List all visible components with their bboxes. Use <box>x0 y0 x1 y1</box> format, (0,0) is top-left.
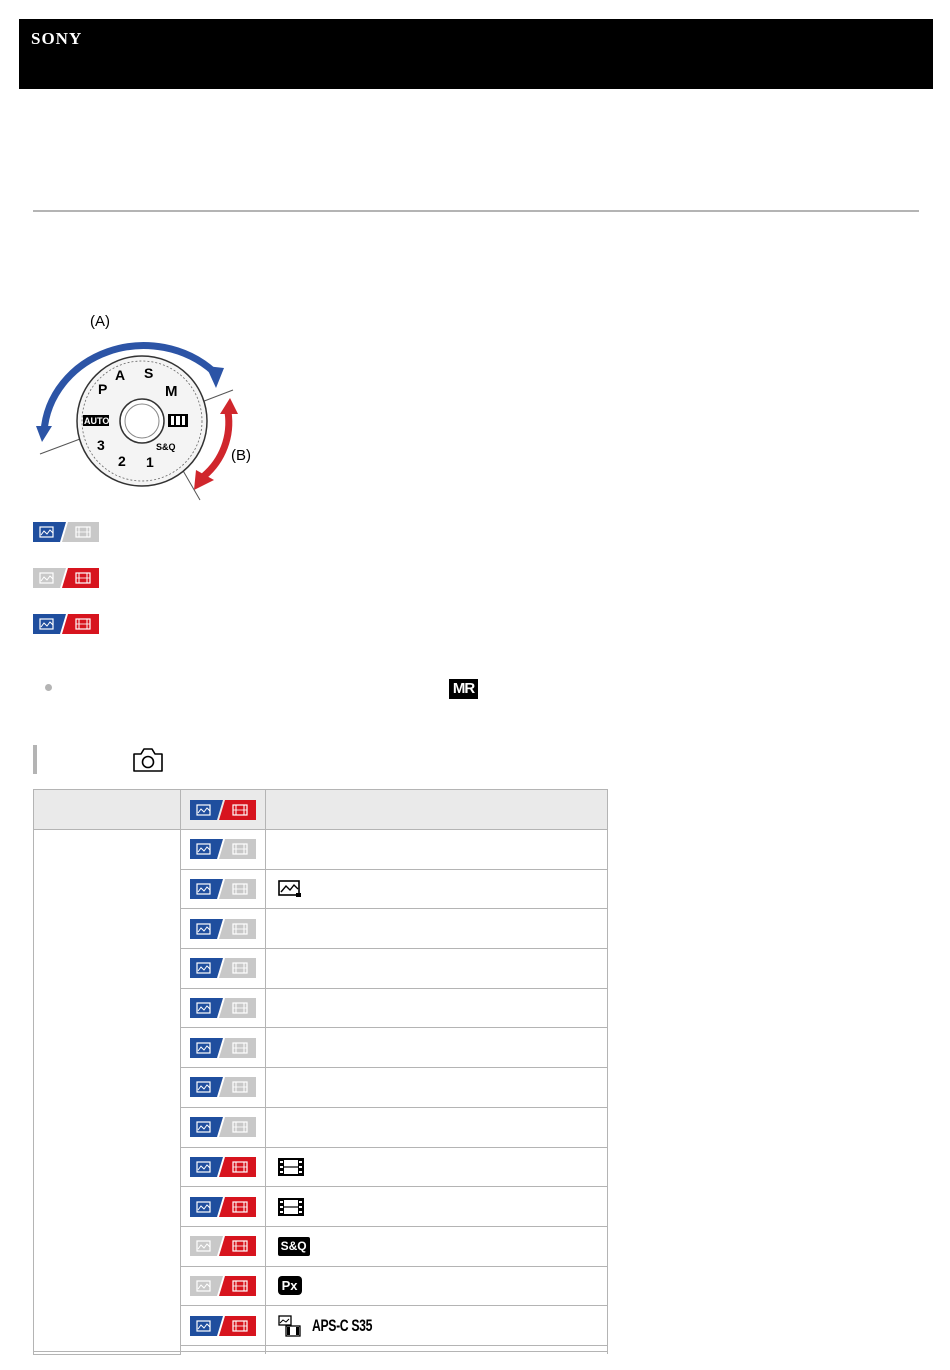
camera-icon <box>131 747 165 778</box>
row-mode-cell <box>180 1266 265 1306</box>
row-item-cell <box>265 909 607 949</box>
dial-label-a: (A) <box>90 313 110 330</box>
row-mode-cell <box>180 1147 265 1187</box>
row-group-name-cell <box>34 830 181 1355</box>
dial-mode-p: P <box>98 381 108 397</box>
row-item-icons <box>278 880 607 898</box>
still-only-badge <box>33 522 99 542</box>
row-item-cell <box>265 869 607 909</box>
dial-mode-3: 3 <box>97 437 105 453</box>
row-item-cell <box>265 1107 607 1147</box>
row-item-cell <box>265 949 607 989</box>
row-mode-cell <box>180 830 265 870</box>
row-mode-cell <box>180 1107 265 1147</box>
row-item-cell <box>265 1306 607 1346</box>
dial-mode-2: 2 <box>118 453 126 469</box>
still-image-icon <box>278 880 302 898</box>
row-item-cell <box>265 988 607 1028</box>
row-mode-cell <box>180 1306 265 1346</box>
dial-movie-icon <box>168 414 188 427</box>
header-bar <box>19 19 933 89</box>
dial-mode-s: S <box>144 365 154 381</box>
row-item-cell <box>265 1187 607 1227</box>
menu-table <box>33 789 608 1355</box>
table-header-row <box>34 790 608 830</box>
row-item-cell <box>265 1028 607 1068</box>
row-mode-cell <box>180 1068 265 1108</box>
header-name-cell <box>34 790 181 830</box>
header-mode-cell <box>180 790 265 830</box>
row-item-cell <box>265 1266 607 1306</box>
movie-icon <box>278 1198 304 1216</box>
still-movie-badge <box>33 614 99 634</box>
section-bar <box>33 745 37 774</box>
row-mode-cell <box>180 1345 265 1354</box>
px-icon: Px <box>278 1276 302 1295</box>
row-item-cell <box>265 1345 607 1354</box>
row-mode-cell <box>180 1226 265 1266</box>
sq-icon: S&Q <box>278 1237 310 1256</box>
row-item-icons <box>278 1198 607 1216</box>
table-bottom-rule <box>33 1351 608 1352</box>
mode-dial-illustration <box>28 304 264 504</box>
row-item-icons <box>278 1237 607 1256</box>
dial-mode-a: A <box>115 367 126 383</box>
row-item-icons <box>278 1276 607 1295</box>
row-item-icons <box>278 1315 607 1337</box>
bullet-dot <box>45 684 52 691</box>
aps-c-s35-icon: APS-C S35 <box>311 1315 372 1335</box>
mr-icon: MR <box>449 679 478 699</box>
row-mode-cell <box>180 909 265 949</box>
row-mode-cell <box>180 949 265 989</box>
title-divider <box>33 210 919 212</box>
movie-only-badge <box>33 568 99 588</box>
movie-icon <box>278 1158 304 1176</box>
row-item-cell <box>265 1068 607 1108</box>
row-item-cell <box>265 830 607 870</box>
still-movie-small-icon <box>278 1315 302 1337</box>
row-mode-cell <box>180 1187 265 1227</box>
dial-mode-auto: AUTO <box>84 416 110 426</box>
dial-mode-m: M <box>165 383 178 400</box>
sony-logo: SONY <box>31 29 83 48</box>
dial-mode-1: 1 <box>146 454 154 470</box>
row-item-cell <box>265 1147 607 1187</box>
row-mode-cell <box>180 869 265 909</box>
dial-label-b: (B) <box>231 447 251 464</box>
row-item-icons <box>278 1158 607 1176</box>
row-mode-cell <box>180 1028 265 1068</box>
row-mode-cell <box>180 988 265 1028</box>
table-row <box>34 830 608 870</box>
header-item-cell <box>265 790 607 830</box>
row-item-cell <box>265 1226 607 1266</box>
dial-mode-sq: S&Q <box>156 442 176 452</box>
